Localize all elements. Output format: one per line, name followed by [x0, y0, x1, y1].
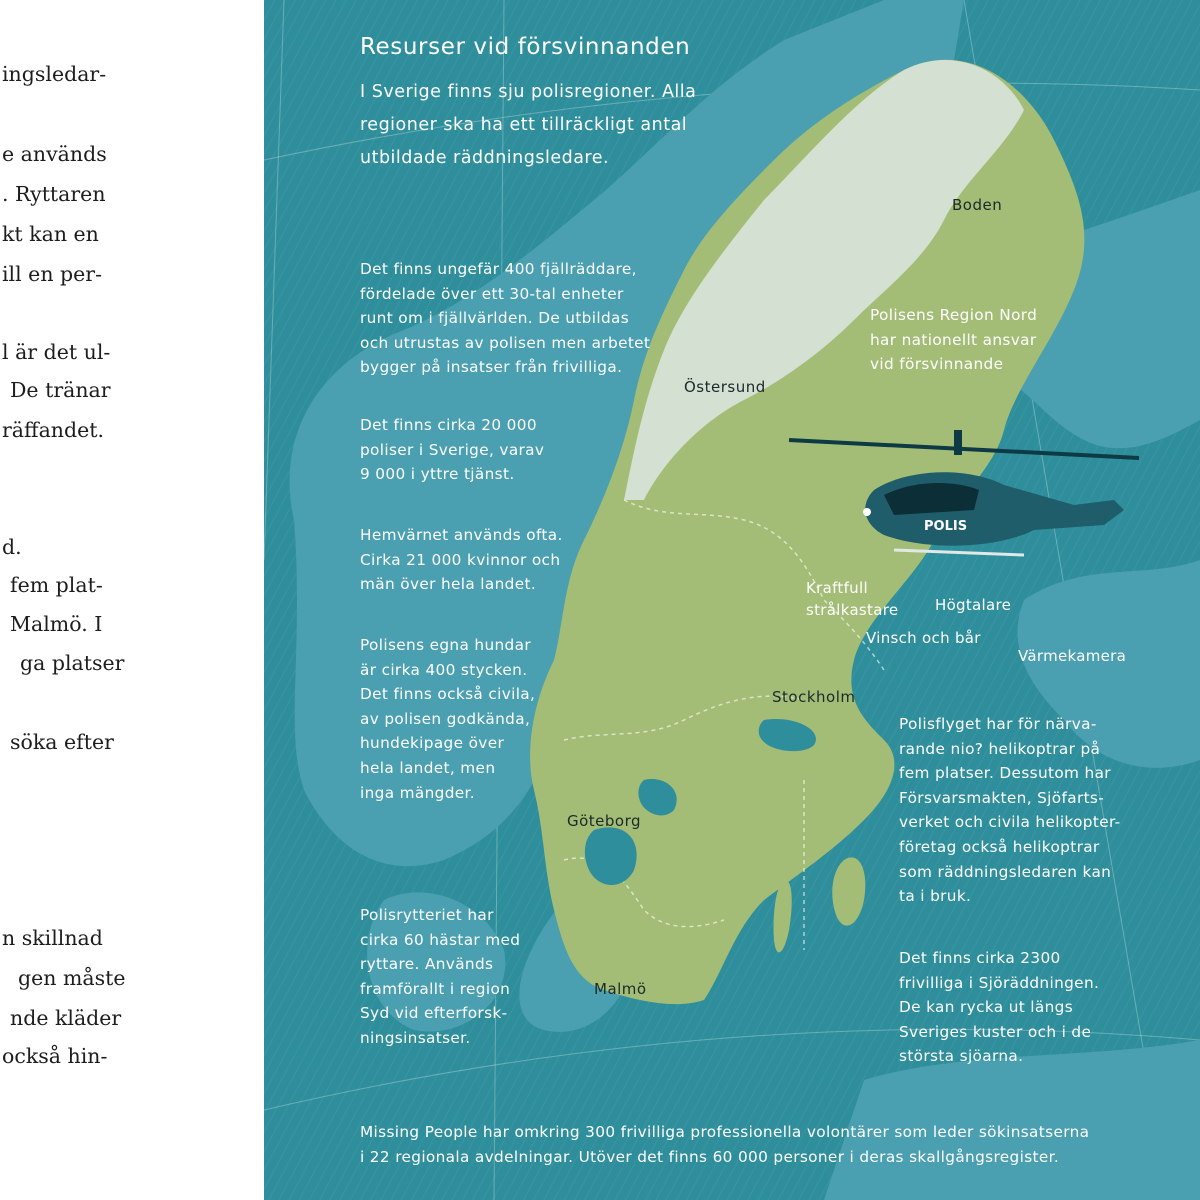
- callout-kraftfull: Kraftfull strålkastare: [806, 579, 899, 619]
- map-intro: I Sverige finns sju polisregioner. Alla regioner ska ha ett tillräckligt antal utbildade räddningsledare.: [360, 82, 697, 168]
- book-text-line: e används: [2, 142, 107, 166]
- polisflyget-text: Polisflyget har för närva- rande nio? helikoptrar på fem platser. Dessutom har Försvarsmakten, Sjöfarts- verket och civila helikopter- företag också helikoptrar som räddningsledaren kan ta i bruk.: [899, 715, 1121, 906]
- heli-polis-text: POLIS: [924, 519, 968, 534]
- rytteri-text: Polisrytteriet har cirka 60 hästar med ryttare. Används framförallt i region Syd vid efterforsk- ningsinsatser.: [360, 906, 521, 1047]
- map-page: [264, 0, 1200, 1200]
- book-text-line: gen måste: [18, 966, 126, 990]
- book-text-line: Malmö. I: [10, 612, 103, 636]
- book-text-line: räffandet.: [2, 418, 105, 442]
- book-text-line: . Ryttaren: [2, 182, 106, 206]
- hemvarnet-text: Hemvärnet används ofta. Cirka 21 000 kvinnor och män över hela landet.: [360, 526, 563, 594]
- book-text-line: ingsledar-: [2, 62, 107, 86]
- city-label-boden: Boden: [952, 196, 1003, 214]
- city-label-ostersund: Östersund: [684, 378, 766, 396]
- book-text-line: nde kläder: [10, 1006, 122, 1030]
- police-helicopter-illustration: [784, 430, 1144, 580]
- book-text-line: n skillnad: [2, 926, 103, 950]
- region-nord-text: Polisens Region Nord har nationellt ansvar vid försvinnande: [870, 306, 1038, 374]
- map-title: Resurser vid försvinnanden: [360, 34, 691, 60]
- book-text-line: kt kan en: [2, 222, 99, 246]
- book-text-line: d.: [2, 535, 22, 559]
- city-label-goteborg: Göteborg: [567, 812, 642, 830]
- callout-hogtalare: Högtalare: [935, 596, 1012, 614]
- book-text-line: fem plat-: [10, 573, 103, 597]
- city-label-stockholm: Stockholm: [772, 688, 856, 706]
- city-label-malmo: Malmö: [594, 980, 647, 998]
- book-text-line: ga platser: [20, 651, 125, 675]
- sjoraddning-text: Det finns cirka 2300 frivilliga i Sjöräddningen. De kan rycka ut längs Sveriges kuster och i de största sjöarna.: [899, 949, 1100, 1066]
- callout-varmekamera: Värmekamera: [1018, 647, 1127, 665]
- book-text-line: också hin-: [2, 1044, 108, 1068]
- fjall-text: Det finns ungefär 400 fjällräddare, fördelade över ett 30-tal enheter runt om i fjällvärlden. De utbildas och utrustas av polisen men arbetet bygger på insatser från frivilliga.: [360, 260, 651, 377]
- book-text-line: De tränar: [10, 378, 111, 402]
- book-text-line: söka efter: [10, 730, 114, 754]
- poliser-text: Det finns cirka 20 000 poliser i Sverige, varav 9 000 i yttre tjänst.: [360, 416, 545, 484]
- hundar-text: Polisens egna hundar är cirka 400 stycken. Det finns också civila, av polisen godkända, hundekipage över hela landet, men inga mängder.: [360, 636, 536, 802]
- book-text-line: ill en per-: [2, 262, 103, 286]
- left-book-page: [0, 0, 264, 1200]
- book-text-line: l är det ul-: [2, 340, 111, 364]
- missing-people-text: Missing People har omkring 300 frivilliga professionella volontärer som leder sökinsatserna i 22 regionala avdelningar. Utöver det finns 60 000 personer i deras skallgångsregister.: [360, 1123, 1090, 1166]
- callout-vinsch: Vinsch och bår: [866, 629, 981, 647]
